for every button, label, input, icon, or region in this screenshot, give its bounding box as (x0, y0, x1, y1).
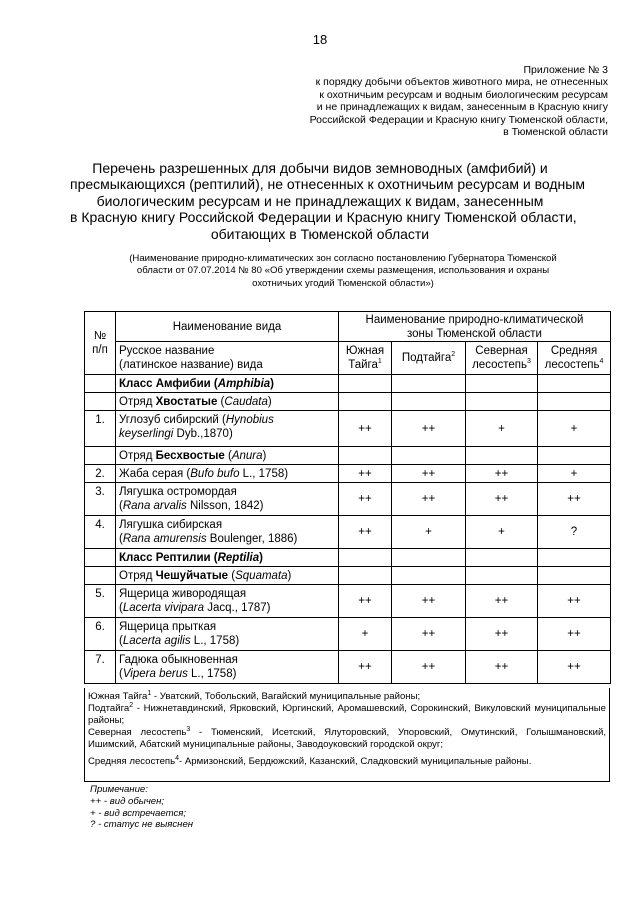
species-table (84, 311, 611, 684)
class-reptilia: Класс Рептилии (Reptilia) (116, 549, 339, 567)
value-cell: + (339, 618, 392, 651)
zone-name: лесостепь (472, 359, 527, 371)
row-number: 6. (85, 618, 116, 651)
value-cell: ++ (538, 618, 611, 651)
table-row (85, 516, 611, 549)
zone-footnote-mark: 3 (526, 358, 531, 366)
appendix-line: и не принадлежащих к видам, занесенным в Красную книгу (316, 101, 608, 114)
value-cell: ++ (339, 516, 392, 549)
zone-basis-note (98, 253, 588, 290)
value-cell: ++ (466, 585, 538, 618)
value-cell: ++ (339, 465, 392, 483)
species-name: Лягушка сибирская (Rana amurensis Boulenger, 1886) (116, 516, 339, 549)
note-item: ? - статус не выяснен (90, 819, 194, 831)
appendix-line: Российской Федерации и Красную книгу Тюменской области, (309, 113, 608, 126)
order-row (85, 567, 611, 585)
zone-name: Тайга (348, 359, 378, 371)
value-cell: ++ (339, 483, 392, 516)
zone-header-middle-forest-steppe (538, 342, 611, 375)
subheader-row (85, 342, 611, 375)
footnote-south-taiga: Южная Тайга$^1$ - Уватский, Тобольский, Вагайский муниципальные районы; (88, 689, 421, 702)
title-line: обитающих в Тюменской области (210, 225, 430, 242)
header-row (85, 312, 611, 342)
table-row (85, 483, 611, 516)
title-line: биологическим ресурсам и не принадлежащих к видам, занесенным (96, 192, 544, 209)
species-name: Гадюка обыкновенная (Vipera berus L., 1758) (116, 651, 339, 684)
species-name: Углозуб сибирский (Hynobius keyserlingi Dyb.,1870) (116, 411, 339, 447)
class-row (85, 549, 611, 567)
zone-name: Подтайга (401, 352, 452, 364)
header-zones-line: зоны Тюменской области (407, 327, 542, 340)
title-line: в Красную книгу Российской Федерации и Красную книгу Тюменской области, (70, 209, 577, 226)
order-anura: Отряд Бесхвостые (Anura) (116, 447, 339, 465)
value-cell: + (538, 465, 611, 483)
class-row (85, 375, 611, 393)
zone-footnotes (84, 688, 610, 782)
value-cell: ++ (392, 618, 466, 651)
basis-line: области от 07.07.2014 № 80 «Об утверждении схемы размещения, использования и охраны (136, 265, 550, 277)
header-names-line: Русское название (119, 345, 215, 357)
order-row (85, 393, 611, 411)
header-number-line: № (93, 330, 107, 342)
value-cell: ++ (339, 651, 392, 684)
note-item: + - вид встречается; (90, 807, 187, 819)
header-species: Наименование вида (116, 312, 339, 342)
title-line: пресмыкающихся (рептилий), не отнесенных к охотничьим ресурсам и водным (70, 176, 585, 193)
table-row (85, 465, 611, 483)
appendix-header (248, 64, 608, 138)
zone-header-north-forest-steppe (466, 342, 538, 375)
header-number-line: п/п (92, 344, 108, 356)
document-title (70, 160, 585, 242)
row-number: 4. (85, 516, 116, 549)
class-amphibia: Класс Амфибии (Amphibia) (116, 375, 339, 393)
zone-footnote-mark: 4 (599, 358, 604, 366)
legend-notes (90, 784, 193, 831)
zone-name: лесостепь (544, 359, 600, 371)
header-names-line: (латинское название) вида (119, 359, 263, 371)
zone-name: Средняя (550, 345, 598, 357)
notes-title: Примечание: (90, 784, 148, 795)
value-cell: + (466, 411, 538, 447)
header-names (116, 342, 339, 375)
value-cell: ++ (466, 651, 538, 684)
footnote-middle-forest-steppe: Средняя лесостепь$^4$- Армизонский, Бердюжский, Казанский, Сладковский муниципальные районы. (88, 754, 532, 767)
zone-name: Северная (475, 345, 528, 357)
footnote-north-forest-steppe: Северная лесостепь$^3$ - Тюменский, Исетский, Ялуторовский, Упоровский, Омутинский, Голышмановский, Ишимский, Абатский муниципальные районы, Заводоуковский городской округ; (88, 725, 606, 750)
value-cell: ++ (392, 465, 466, 483)
order-squamata: Отряд Чешуйчатые (Squamata) (116, 567, 339, 585)
zone-header-south-taiga (339, 342, 392, 375)
value-cell: + (538, 411, 611, 447)
basis-line: охотничьих угодий Тюменской области») (252, 277, 434, 289)
zone-footnote-mark: 2 (451, 351, 456, 359)
page-number: 18 (312, 32, 328, 47)
appendix-line: в Тюменской области (503, 126, 608, 139)
appendix-line: к охотничьим ресурсам и водным биологическим ресурсам (319, 88, 608, 101)
value-cell: ++ (466, 465, 538, 483)
basis-line: (Наименование природно-климатических зон согласно постановлению Губернатора Тюменской (129, 253, 557, 264)
appendix-line: Приложение № 3 (523, 64, 608, 76)
value-cell: ++ (466, 618, 538, 651)
species-name: Лягушка остромордая (Rana arvalis Nilsson, 1842) (116, 483, 339, 516)
value-cell: ++ (392, 483, 466, 516)
row-number: 2. (85, 465, 116, 483)
table-row (85, 585, 611, 618)
zone-footnote-mark: 1 (377, 358, 382, 366)
value-cell: ++ (392, 411, 466, 447)
value-cell: ++ (466, 483, 538, 516)
value-cell: ++ (538, 483, 611, 516)
header-number (85, 312, 116, 375)
appendix-line: к порядку добычи объектов животного мира, не отнесенных (315, 76, 608, 89)
value-cell: ++ (392, 651, 466, 684)
value-cell: ++ (339, 411, 392, 447)
row-number: 7. (85, 651, 116, 684)
footnote-subtaiga: Подтайга$^2$ - Нижнетавдинский, Ярковский, Юргинский, Аромашевский, Сорокинский, Викуловский муниципальные районы; (88, 701, 606, 726)
species-name: Ящерица прыткая (Lacerta agilis L., 1758) (116, 618, 339, 651)
value-cell: + (392, 516, 466, 549)
table-row (85, 411, 611, 447)
row-number: 1. (85, 411, 116, 447)
header-zones-line: Наименование природно-климатической (365, 313, 584, 326)
order-caudata: Отряд Хвостатые (Caudata) (116, 393, 339, 411)
value-cell: ++ (538, 651, 611, 684)
order-row (85, 447, 611, 465)
species-name: Ящерица живородящая (Lacerta vivipara Jacq., 1787) (116, 585, 339, 618)
value-cell: ++ (392, 585, 466, 618)
table-row (85, 651, 611, 684)
note-item: ++ - вид обычен; (90, 795, 165, 807)
row-number: 5. (85, 585, 116, 618)
zone-header-subtaiga (392, 342, 466, 375)
value-cell: ++ (538, 585, 611, 618)
table-row (85, 618, 611, 651)
zone-name: Южная (345, 345, 385, 357)
species-name: Жаба серая (Bufo bufo L., 1758) (116, 465, 339, 483)
value-cell: ? (538, 516, 611, 549)
title-line: Перечень разрешенных для добычи видов земноводных (амфибий) и (92, 160, 548, 176)
header-zones (339, 312, 611, 342)
value-cell: ++ (339, 585, 392, 618)
value-cell: + (466, 516, 538, 549)
row-number: 3. (85, 483, 116, 516)
